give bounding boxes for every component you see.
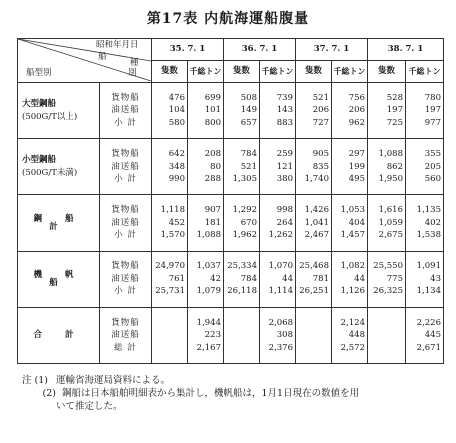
tonnage-value: 288: [204, 174, 221, 185]
category-subtitle: (500G/T未満): [22, 168, 78, 179]
count-value: 24,970: [155, 261, 185, 272]
page-title: 第17表 内航海運船腹量: [146, 11, 310, 27]
tonnage-value: 80: [210, 161, 221, 172]
count-value: 1,740: [304, 174, 329, 185]
year-header: 36. 7. 1: [224, 39, 296, 61]
count-value: 521: [240, 161, 257, 172]
tonnage-value: 1,538: [416, 230, 441, 241]
row-labels-cell: [100, 83, 152, 139]
note-text: 運輸省海運局資料による。: [56, 375, 171, 386]
count-cell: [224, 139, 260, 195]
tonnage-value: 181: [204, 217, 221, 228]
tonnage-value: 380: [276, 174, 293, 185]
row-label: 小 計: [114, 286, 137, 297]
row-label: 貨物船: [111, 92, 140, 103]
tonnage-value: 259: [276, 149, 293, 160]
count-value: 476: [168, 92, 185, 103]
tonnage-value: 101: [204, 105, 221, 116]
count-value: [152, 342, 185, 355]
count-cell: [224, 83, 260, 139]
count-value: [224, 329, 257, 342]
corner-label-ship-class: 船型別: [26, 68, 52, 78]
row-labels-cell: [100, 307, 152, 363]
count-value: 206: [312, 105, 329, 116]
count-value: 657: [240, 117, 257, 128]
count-value: 835: [312, 161, 329, 172]
tonnage-value: 208: [204, 149, 221, 160]
unit-header-count: 隻数: [368, 61, 406, 83]
tonnage-cell: [406, 251, 444, 307]
note-text: 鋼船は日本船舶明細表から集計し，機帆船は，1月1日現在の数値を用: [62, 388, 360, 399]
unit-header-tons-label: 千総トン: [261, 66, 294, 77]
tonnage-value: 1,053: [340, 205, 365, 216]
row-labels-cell: [100, 139, 152, 195]
count-value: [368, 317, 403, 330]
count-value: 727: [312, 117, 329, 128]
unit-header-tons-label: 千総トン: [189, 66, 222, 77]
table-row: [18, 83, 444, 139]
note-item: [22, 387, 442, 400]
count-value: 990: [168, 174, 185, 185]
tonnage-value: 1,079: [196, 286, 221, 297]
unit-header-count: 隻数: [224, 61, 260, 83]
tonnage-value: 1,070: [268, 261, 293, 272]
count-value: 26,118: [227, 286, 257, 297]
count-value: [296, 342, 329, 355]
count-value: [368, 342, 403, 355]
tonnage-cell: [188, 83, 224, 139]
year-header: 38. 7. 1: [368, 39, 444, 61]
tonnage-value: 1,082: [340, 261, 365, 272]
tonnage-value: 780: [424, 92, 441, 103]
tonnage-value: 2,068: [268, 317, 293, 328]
row-labels-cell: [100, 195, 152, 251]
count-value: 25,334: [227, 261, 257, 272]
category-title: 小型鋼船: [22, 154, 57, 165]
tonnage-value: 404: [348, 217, 365, 228]
corner-label-type-2: 種: [130, 58, 139, 68]
count-value: 1,616: [378, 205, 403, 216]
row-label: 油送船: [111, 273, 140, 284]
tonnage-value: 402: [424, 217, 441, 228]
row-label: 貨物船: [111, 261, 140, 272]
tonnage-value: 355: [424, 149, 441, 160]
count-value: [224, 342, 257, 355]
count-value: 784: [240, 149, 257, 160]
count-cell: [224, 307, 260, 363]
tonnage-value: 199: [348, 161, 365, 172]
tonnage-value: 1,114: [268, 286, 293, 297]
tonnage-value: 2,671: [416, 342, 441, 353]
row-label: 油送船: [111, 330, 140, 341]
count-value: 26,251: [299, 286, 329, 297]
tonnage-value: 205: [424, 161, 441, 172]
unit-header-tons-label: 千総トン: [408, 66, 441, 77]
corner-label-class-2: 別: [128, 68, 137, 78]
count-value: [296, 329, 329, 342]
tonnage-cell: [260, 139, 296, 195]
tonnage-value: 2,376: [268, 342, 293, 353]
tonnage-value: 907: [204, 205, 221, 216]
count-value: 1,426: [304, 205, 329, 216]
tonnage-value: 699: [204, 92, 221, 103]
count-value: 1,041: [304, 217, 329, 228]
tonnage-value: 44: [354, 273, 365, 284]
count-cell: [224, 251, 260, 307]
tonnage-cell: [188, 139, 224, 195]
count-value: [152, 317, 185, 330]
unit-header-tons: [188, 61, 224, 83]
count-value: 528: [386, 92, 403, 103]
tonnage-value: 1,944: [196, 317, 221, 328]
row-label: 小 計: [114, 174, 137, 185]
row-label: 小 計: [114, 230, 137, 241]
tonnage-value: 2,572: [340, 342, 365, 353]
tonnage-value: 962: [348, 117, 365, 128]
count-value: 508: [240, 92, 257, 103]
row-labels-cell: [100, 251, 152, 307]
corner-label-date: 昭和年月日: [96, 40, 139, 50]
count-value: 197: [386, 105, 403, 116]
count-value: 348: [168, 161, 185, 172]
count-cell: [152, 307, 188, 363]
count-cell: [368, 83, 406, 139]
category-cell: [18, 251, 100, 307]
tonnage-cell: [332, 251, 368, 307]
tonnage-value: 42: [210, 273, 221, 284]
row-label: 小 計: [114, 117, 137, 128]
category-cell: [18, 139, 100, 195]
tonnage-value: 297: [348, 149, 365, 160]
row-label: 貨物船: [111, 205, 140, 216]
tonnage-cell: [332, 195, 368, 251]
count-value: [368, 329, 403, 342]
row-label: 油送船: [111, 105, 140, 116]
count-cell: [152, 251, 188, 307]
count-value: 905: [312, 149, 329, 160]
count-value: 1,292: [232, 205, 257, 216]
tonnage-value: 2,124: [340, 317, 365, 328]
count-cell: [368, 307, 406, 363]
tonnage-value: 1,126: [340, 286, 365, 297]
count-value: 642: [168, 149, 185, 160]
tonnage-value: 1,091: [416, 261, 441, 272]
row-label: 油送船: [111, 161, 140, 172]
category-cell: [18, 307, 100, 363]
note-marker: 注 (1): [22, 375, 48, 386]
count-value: 761: [168, 273, 185, 284]
tonnage-value: 756: [348, 92, 365, 103]
tonnage-cell: [332, 83, 368, 139]
count-value: 1,088: [378, 149, 403, 160]
count-value: 580: [168, 117, 185, 128]
table-row: [18, 195, 444, 251]
header-row-years: [18, 39, 444, 61]
tonnage-value: 1,134: [416, 286, 441, 297]
count-cell: [368, 251, 406, 307]
count-cell: [296, 307, 332, 363]
tonnage-value: 1,262: [268, 230, 293, 241]
row-label: 貨物船: [111, 149, 140, 160]
count-value: 25,731: [155, 286, 185, 297]
tonnage-value: 308: [276, 330, 293, 341]
tonnage-cell: [188, 195, 224, 251]
tonnage-value: 1,135: [416, 205, 441, 216]
tonnage-value: 560: [424, 174, 441, 185]
count-value: 25,550: [373, 261, 403, 272]
table-row: [18, 307, 444, 363]
unit-header-tons: [332, 61, 368, 83]
tonnage-value: 264: [276, 217, 293, 228]
tonnage-value: 2,167: [196, 342, 221, 353]
count-value: 1,118: [160, 205, 185, 216]
row-label: 総 計: [114, 342, 137, 353]
category-cell: [18, 83, 100, 139]
count-cell: [224, 195, 260, 251]
count-cell: [296, 251, 332, 307]
category-cell: [18, 195, 100, 251]
count-value: [152, 329, 185, 342]
count-value: 452: [168, 217, 185, 228]
count-cell: [152, 195, 188, 251]
vessel-tonnage-table: [17, 38, 444, 364]
count-value: 104: [168, 105, 185, 116]
count-cell: [152, 139, 188, 195]
count-value: 1,305: [232, 174, 257, 185]
tonnage-cell: [188, 251, 224, 307]
tonnage-cell: [406, 195, 444, 251]
category-title: 合 計: [33, 330, 84, 341]
unit-header-count: 隻数: [152, 61, 188, 83]
tonnage-cell: [406, 139, 444, 195]
category-subtitle: (500G/T以上): [22, 112, 78, 123]
tonnage-value: 223: [204, 330, 221, 341]
unit-header-tons: [406, 61, 444, 83]
unit-header-tons: [260, 61, 296, 83]
unit-header-count: 隻数: [296, 61, 332, 83]
tonnage-cell: [260, 83, 296, 139]
count-value: 26,325: [373, 286, 403, 297]
tonnage-value: 121: [276, 161, 293, 172]
tonnage-value: 2,226: [416, 317, 441, 328]
count-value: [296, 317, 329, 330]
tonnage-cell: [406, 83, 444, 139]
tonnage-cell: [332, 139, 368, 195]
count-value: 1,570: [160, 230, 185, 241]
unit-header-tons-label: 千総トン: [333, 66, 366, 77]
tonnage-value: 1,457: [340, 230, 365, 241]
tonnage-value: 445: [424, 330, 441, 341]
tonnage-value: 495: [348, 174, 365, 185]
year-header: 35. 7. 1: [152, 39, 224, 61]
tonnage-value: 1,037: [196, 261, 221, 272]
row-label: 油送船: [111, 217, 140, 228]
count-value: 25,468: [299, 261, 329, 272]
count-value: 149: [240, 105, 257, 116]
count-cell: [296, 83, 332, 139]
count-value: 775: [386, 273, 403, 284]
tonnage-value: 998: [276, 205, 293, 216]
notes-section: [22, 374, 442, 413]
count-value: 725: [386, 117, 403, 128]
tonnage-cell: [260, 195, 296, 251]
count-value: [224, 317, 257, 330]
count-value: 521: [312, 92, 329, 103]
tonnage-value: 44: [282, 273, 293, 284]
category-title: 大型鋼船: [22, 98, 57, 109]
tonnage-value: 800: [204, 117, 221, 128]
tonnage-cell: [260, 307, 296, 363]
count-value: 670: [240, 217, 257, 228]
count-value: 1,962: [232, 230, 257, 241]
table-row: [18, 251, 444, 307]
tonnage-cell: [332, 307, 368, 363]
count-value: 2,467: [304, 230, 329, 241]
note-continuation: いて推定した。: [56, 401, 123, 412]
tonnage-value: 883: [276, 117, 293, 128]
row-label: 貨物船: [111, 317, 140, 328]
category-title: 機 帆 船: [33, 269, 84, 289]
category-title: 鋼 船 計: [33, 213, 84, 233]
count-cell: [368, 195, 406, 251]
count-cell: [296, 195, 332, 251]
count-value: 1,059: [378, 217, 403, 228]
tonnage-value: 197: [424, 105, 441, 116]
tonnage-value: 977: [424, 117, 441, 128]
header-corner-cell: [18, 39, 152, 83]
count-cell: [296, 139, 332, 195]
tonnage-cell: [260, 251, 296, 307]
count-value: 1,950: [378, 174, 403, 185]
count-value: 862: [386, 161, 403, 172]
tonnage-value: 448: [348, 330, 365, 341]
tonnage-value: 43: [430, 273, 441, 284]
year-header: 37. 7. 1: [296, 39, 368, 61]
note-marker: (2): [42, 388, 56, 399]
count-value: 781: [312, 273, 329, 284]
tonnage-cell: [406, 307, 444, 363]
table-row: [18, 139, 444, 195]
count-value: 784: [240, 273, 257, 284]
corner-label-type-1: 船: [98, 52, 107, 62]
tonnage-cell: [188, 307, 224, 363]
tonnage-value: 206: [348, 105, 365, 116]
tonnage-value: 739: [276, 92, 293, 103]
count-cell: [368, 139, 406, 195]
count-cell: [152, 83, 188, 139]
note-item: [22, 374, 442, 387]
tonnage-value: 1,088: [196, 230, 221, 241]
count-value: 2,675: [378, 230, 403, 241]
tonnage-value: 143: [276, 105, 293, 116]
